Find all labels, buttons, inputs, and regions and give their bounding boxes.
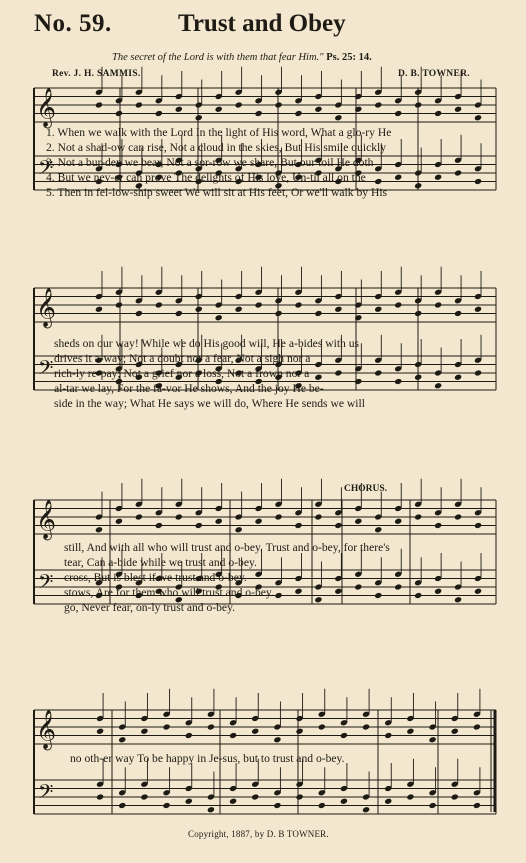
treble-clef: 𝄞 — [36, 499, 57, 540]
note-head — [434, 110, 442, 117]
note-head — [163, 802, 171, 809]
note-head — [235, 306, 243, 313]
note-head — [175, 310, 183, 317]
note-head — [474, 522, 482, 529]
verse-lyrics-system-3 — [64, 540, 504, 615]
note-head — [195, 114, 203, 121]
chorus-label: CHORUS. — [344, 484, 388, 494]
verse-lyrics-system-1 — [46, 125, 498, 200]
bass-clef: 𝄢 — [38, 570, 54, 599]
note-head — [155, 522, 163, 529]
note-head — [255, 110, 263, 117]
note-head — [318, 802, 326, 809]
note-head — [414, 513, 422, 520]
note-head — [451, 793, 459, 800]
note-head — [451, 728, 459, 735]
composer-credit: D. B. TOWNER. — [398, 69, 470, 79]
note-head — [334, 522, 342, 529]
note-head — [374, 526, 382, 533]
note-head — [155, 301, 163, 308]
bass-clef: 𝄢 — [38, 780, 54, 809]
note-head — [354, 106, 362, 113]
note-head — [115, 518, 123, 525]
note-head — [95, 526, 103, 533]
note-head — [429, 736, 437, 743]
note-head — [135, 513, 143, 520]
note-head — [195, 522, 203, 529]
note-head — [140, 728, 148, 735]
lyric-line: cross, But is blest if we trust and o-bey. — [64, 571, 247, 584]
note-head — [384, 732, 392, 739]
note-head — [135, 310, 143, 317]
lyric-line: 1. When we walk with the Lord In the light of His word, What a glo-ry He — [46, 126, 392, 139]
note-head — [454, 310, 462, 317]
note-head — [175, 513, 183, 520]
note-head — [296, 793, 304, 800]
note-head — [185, 798, 193, 805]
note-head — [406, 728, 414, 735]
note-head — [140, 793, 148, 800]
lyric-line: 4. But we nev-er can prove The delights of His love, Un-til all on the — [46, 171, 366, 184]
lyric-line: stows, Are for them who will trust and o-bey. — [64, 586, 274, 599]
note-head — [314, 106, 322, 113]
note-head — [334, 306, 342, 313]
treble-clef: 𝄞 — [36, 287, 57, 328]
note-head — [273, 802, 281, 809]
note-head — [296, 728, 304, 735]
lyric-line: 2. Not a shad-ow can rise, Not a cloud in the skies, But His smile quickly — [46, 141, 387, 154]
note-head — [362, 806, 370, 813]
note-head — [414, 101, 422, 108]
bass-clef: 𝄢 — [38, 156, 54, 185]
note-head — [118, 736, 126, 743]
note-head — [434, 522, 442, 529]
note-head — [185, 732, 193, 739]
note-head — [362, 723, 370, 730]
treble-clef: 𝄞 — [36, 709, 57, 750]
note-head — [294, 522, 302, 529]
note-head — [207, 723, 215, 730]
hymn-number: No. 59. — [34, 10, 112, 37]
bass-clef: 𝄢 — [38, 356, 54, 385]
note-head — [294, 301, 302, 308]
note-head — [274, 310, 282, 317]
note-head — [394, 110, 402, 117]
note-head — [340, 798, 348, 805]
note-head — [314, 513, 322, 520]
lyric-line: 5. Then in fel-low-ship sweet We will sit at His feet, Or we'll walk by His — [46, 186, 388, 199]
note-head — [474, 306, 482, 313]
lyric-line: drives it a-way; Not a doubt nor a fear, Not a sigh nor a — [54, 352, 311, 365]
note-head — [374, 306, 382, 313]
note-head — [374, 101, 382, 108]
note-head — [175, 106, 183, 113]
lyric-line: still, And with all who will trust and o-bey. Trust and o-bey, for there's — [64, 541, 390, 554]
note-head — [274, 513, 282, 520]
note-head — [215, 518, 223, 525]
note-head — [235, 526, 243, 533]
note-head — [115, 301, 123, 308]
hymn-title: Trust and Obey — [178, 10, 346, 37]
lyric-line: side in the way; What He says we will do, Where He sends we will — [54, 397, 365, 410]
note-head — [207, 806, 215, 813]
verse-lyrics-system-2 — [54, 336, 494, 411]
note-head — [314, 310, 322, 317]
note-head — [215, 106, 223, 113]
note-head — [251, 728, 259, 735]
note-head — [96, 793, 104, 800]
note-head — [429, 802, 437, 809]
chorus-lyrics-system-4 — [70, 751, 510, 766]
lyric-line: go, Never fear, on-ly trust and o-bey. — [64, 601, 236, 614]
note-head — [473, 802, 481, 809]
note-head — [229, 732, 237, 739]
note-head — [474, 114, 482, 121]
note-head — [354, 518, 362, 525]
lyric-line: no oth-er way To be happy in Je-sus, but to trust and o-bey. — [70, 752, 345, 765]
note-head — [473, 723, 481, 730]
note-head — [334, 114, 342, 121]
note-head — [294, 110, 302, 117]
lyric-line: sheds on our way! While we do His good will, He a-bides with us — [54, 337, 360, 350]
note-head — [274, 101, 282, 108]
note-head — [354, 314, 362, 321]
note-head — [229, 798, 237, 805]
note-head — [96, 728, 104, 735]
copyright-notice: Copyright, 1887, by D. B TOWNER. — [188, 829, 329, 839]
note-head — [318, 723, 326, 730]
note-head — [454, 106, 462, 113]
note-head — [340, 732, 348, 739]
note-head — [406, 793, 414, 800]
epigraph-text: The secret of the Lord is with them that fear Him." — [112, 52, 324, 63]
note-head — [235, 101, 243, 108]
note-head — [115, 110, 123, 117]
note-head — [434, 301, 442, 308]
lyric-line: tear, Can a-bide while we trust and o-bey. — [64, 556, 257, 569]
lyric-line: rich-ly re-pay; Not a grief nor a loss, Not a frown nor a — [54, 367, 310, 380]
note-head — [163, 723, 171, 730]
note-head — [251, 793, 259, 800]
lyric-line: al-tar we lay, For the fa-vor He shows, And the joy He be- — [54, 382, 324, 395]
note-head — [195, 306, 203, 313]
note-head — [95, 306, 103, 313]
note-head — [95, 101, 103, 108]
note-head — [414, 310, 422, 317]
epigraph-reference: Ps. 25: 14. — [326, 52, 372, 63]
note-head — [255, 301, 263, 308]
note-head — [118, 802, 126, 809]
lyricist-credit: Rev. J. H. SAMMIS. — [52, 69, 141, 79]
treble-clef: 𝄞 — [36, 87, 57, 128]
note-head — [135, 101, 143, 108]
note-head — [394, 301, 402, 308]
note-head — [454, 513, 462, 520]
note-head — [255, 518, 263, 525]
lyric-line: 3. Not a bur-den we bear, Not a sor-row we share, But our toil He doth — [46, 156, 374, 169]
note-head — [394, 518, 402, 525]
note-head — [155, 110, 163, 117]
note-head — [384, 798, 392, 805]
note-head — [273, 736, 281, 743]
note-head — [215, 314, 223, 321]
